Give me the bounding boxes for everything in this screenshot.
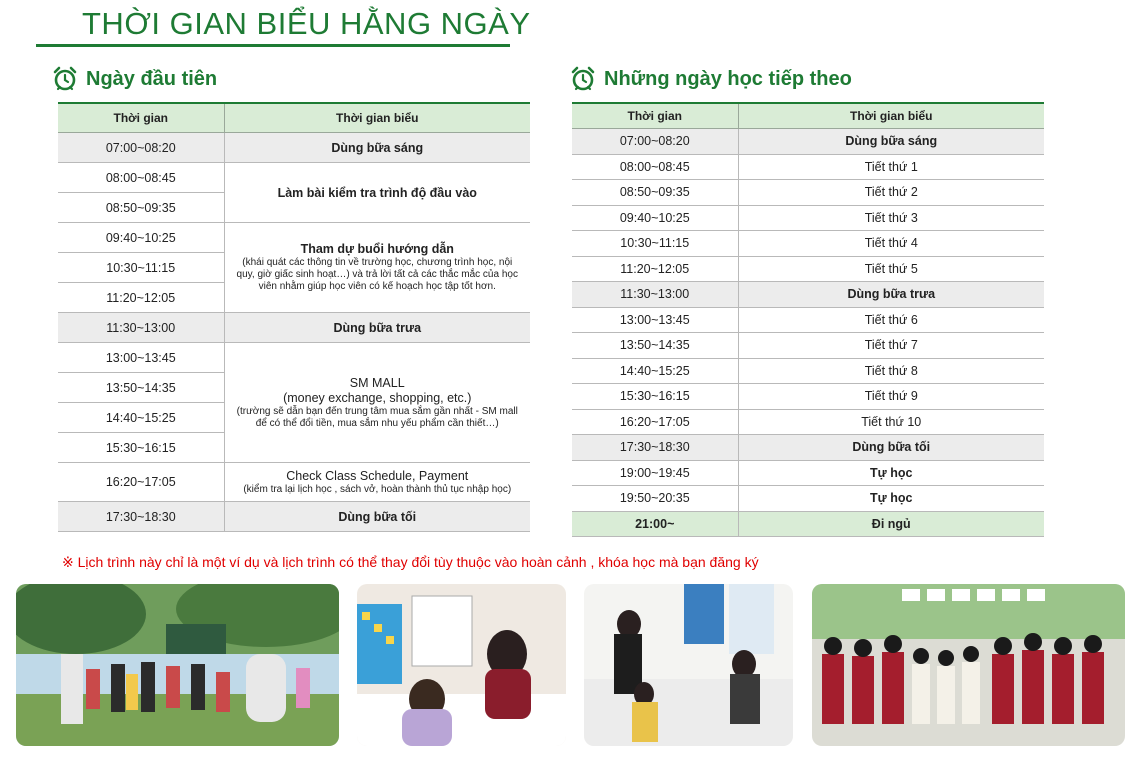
time-cell: 15:30~16:15	[58, 433, 224, 463]
alarm-clock-icon	[52, 66, 78, 92]
mall-title: SM MALL	[349, 375, 405, 390]
time-cell: 11:30~13:00	[572, 282, 738, 308]
activity-cell: Dùng bữa trưa	[738, 282, 1044, 308]
time-cell: 13:00~13:45	[572, 307, 738, 333]
photo-graduation-group	[812, 584, 1125, 746]
title-underline	[36, 44, 510, 47]
table-row	[572, 180, 1044, 206]
col-header-time: Thời gian	[572, 103, 738, 129]
time-cell: 13:00~13:45	[58, 343, 224, 373]
time-cell: 08:50~09:35	[572, 180, 738, 206]
activity-cell: Tiết thứ 10	[738, 409, 1044, 435]
table-row	[58, 463, 530, 502]
first-day-heading	[52, 66, 217, 92]
table-row	[58, 163, 530, 193]
col-header-time: Thời gian	[58, 103, 224, 133]
next-days-heading	[570, 66, 852, 92]
time-cell: 10:30~11:15	[572, 231, 738, 257]
mall-subtitle: (money exchange, shopping, etc.)	[283, 390, 472, 405]
activity-cell: Dùng bữa sáng	[224, 133, 530, 163]
time-cell: 08:00~08:45	[572, 154, 738, 180]
table-row	[572, 282, 1044, 308]
table-row	[572, 384, 1044, 410]
table-row	[572, 129, 1044, 155]
time-cell: 19:50~20:35	[572, 486, 738, 512]
activity-cell: Làm bài kiểm tra trình độ đầu vào	[224, 163, 530, 223]
table-row	[572, 511, 1044, 537]
activity-cell: Tiết thứ 6	[738, 307, 1044, 333]
activity-cell: Tiết thứ 4	[738, 231, 1044, 257]
orientation-title: Tham dự buổi hướng dẫn	[300, 242, 454, 256]
activity-cell-mall	[224, 343, 530, 463]
activity-cell: Tự học	[738, 460, 1044, 486]
time-cell: 09:40~10:25	[572, 205, 738, 231]
table-row	[58, 343, 530, 373]
check-desc: (kiểm tra lại lịch học , sách vở, hoàn thành thủ tục nhập học)	[243, 483, 512, 495]
table-row	[572, 435, 1044, 461]
table-row	[572, 205, 1044, 231]
time-cell: 07:00~08:20	[572, 129, 738, 155]
time-cell: 08:00~08:45	[58, 163, 224, 193]
table-row	[58, 133, 530, 163]
table-row	[572, 486, 1044, 512]
time-cell: 07:00~08:20	[58, 133, 224, 163]
time-cell: 11:30~13:00	[58, 313, 224, 343]
next-days-heading-label: Những ngày học tiếp theo	[604, 67, 852, 90]
table-row	[572, 333, 1044, 359]
table-row	[58, 313, 530, 343]
table-row	[572, 256, 1044, 282]
time-cell: 10:30~11:15	[58, 253, 224, 283]
activity-cell: Đi ngủ	[738, 511, 1044, 537]
time-cell: 11:20~12:05	[58, 283, 224, 313]
orientation-desc: (khái quát các thông tin về trường học, chương trình học, nội quy, giờ giấc sinh hoạt…) và trả lời tất cả các thắc mắc của học viên nhằm giúp học viên có kế hoạch học tập tốt hơn.	[236, 257, 518, 292]
table-row	[572, 358, 1044, 384]
activity-cell: Dùng bữa trưa	[224, 313, 530, 343]
activity-cell-check	[224, 463, 530, 502]
activity-cell: Dùng bữa tối	[224, 502, 530, 532]
time-cell: 19:00~19:45	[572, 460, 738, 486]
time-cell: 09:40~10:25	[58, 223, 224, 253]
activity-cell: Tiết thứ 2	[738, 180, 1044, 206]
time-cell: 11:20~12:05	[572, 256, 738, 282]
table-row	[58, 223, 530, 253]
table-row	[572, 307, 1044, 333]
activity-cell: Tiết thứ 1	[738, 154, 1044, 180]
activity-cell-orientation	[224, 223, 530, 313]
time-cell: 16:20~17:05	[572, 409, 738, 435]
col-header-schedule: Thời gian biểu	[224, 103, 530, 133]
time-cell: 17:30~18:30	[58, 502, 224, 532]
next-days-table	[572, 102, 1044, 537]
time-cell: 13:50~14:35	[572, 333, 738, 359]
first-day-table	[58, 102, 530, 532]
table-row	[58, 502, 530, 532]
page-title: THỜI GIAN BIỂU HẰNG NGÀY	[82, 6, 531, 41]
time-cell: 21:00~	[572, 511, 738, 537]
time-cell: 14:40~15:25	[58, 403, 224, 433]
time-cell: 13:50~14:35	[58, 373, 224, 403]
time-cell: 15:30~16:15	[572, 384, 738, 410]
photo-classroom-tutor	[357, 584, 566, 746]
activity-cell: Dùng bữa sáng	[738, 129, 1044, 155]
activity-cell: Tiết thứ 3	[738, 205, 1044, 231]
table-row	[572, 231, 1044, 257]
time-cell: 17:30~18:30	[572, 435, 738, 461]
activity-cell: Tiết thứ 7	[738, 333, 1044, 359]
activity-cell: Dùng bữa tối	[738, 435, 1044, 461]
check-title: Check Class Schedule, Payment	[286, 468, 469, 483]
col-header-schedule: Thời gian biểu	[738, 103, 1044, 129]
activity-cell: Tự học	[738, 486, 1044, 512]
alarm-clock-icon	[570, 66, 596, 92]
activity-cell: Tiết thứ 5	[738, 256, 1044, 282]
photo-group-outdoor	[16, 584, 339, 746]
photo-classroom-group	[584, 584, 793, 746]
activity-cell: Tiết thứ 8	[738, 358, 1044, 384]
table-row	[572, 154, 1044, 180]
activity-cell: Tiết thứ 9	[738, 384, 1044, 410]
time-cell: 14:40~15:25	[572, 358, 738, 384]
time-cell: 08:50~09:35	[58, 193, 224, 223]
schedule-note: ※ Lịch trình này chỉ là một ví dụ và lịch trình có thể thay đổi tùy thuộc vào hoàn cảnh , khóa học mà bạn đăng ký	[62, 554, 759, 570]
table-row	[572, 409, 1044, 435]
time-cell: 16:20~17:05	[58, 463, 224, 502]
table-row	[572, 460, 1044, 486]
mall-desc: (trường sẽ dẫn bạn đến trung tâm mua sắm gần nhất - SM mall để có thể đổi tiền, mua sắm nhu yếu phẩm cần thiết…)	[236, 405, 518, 429]
first-day-heading-label: Ngày đầu tiên	[86, 67, 218, 90]
